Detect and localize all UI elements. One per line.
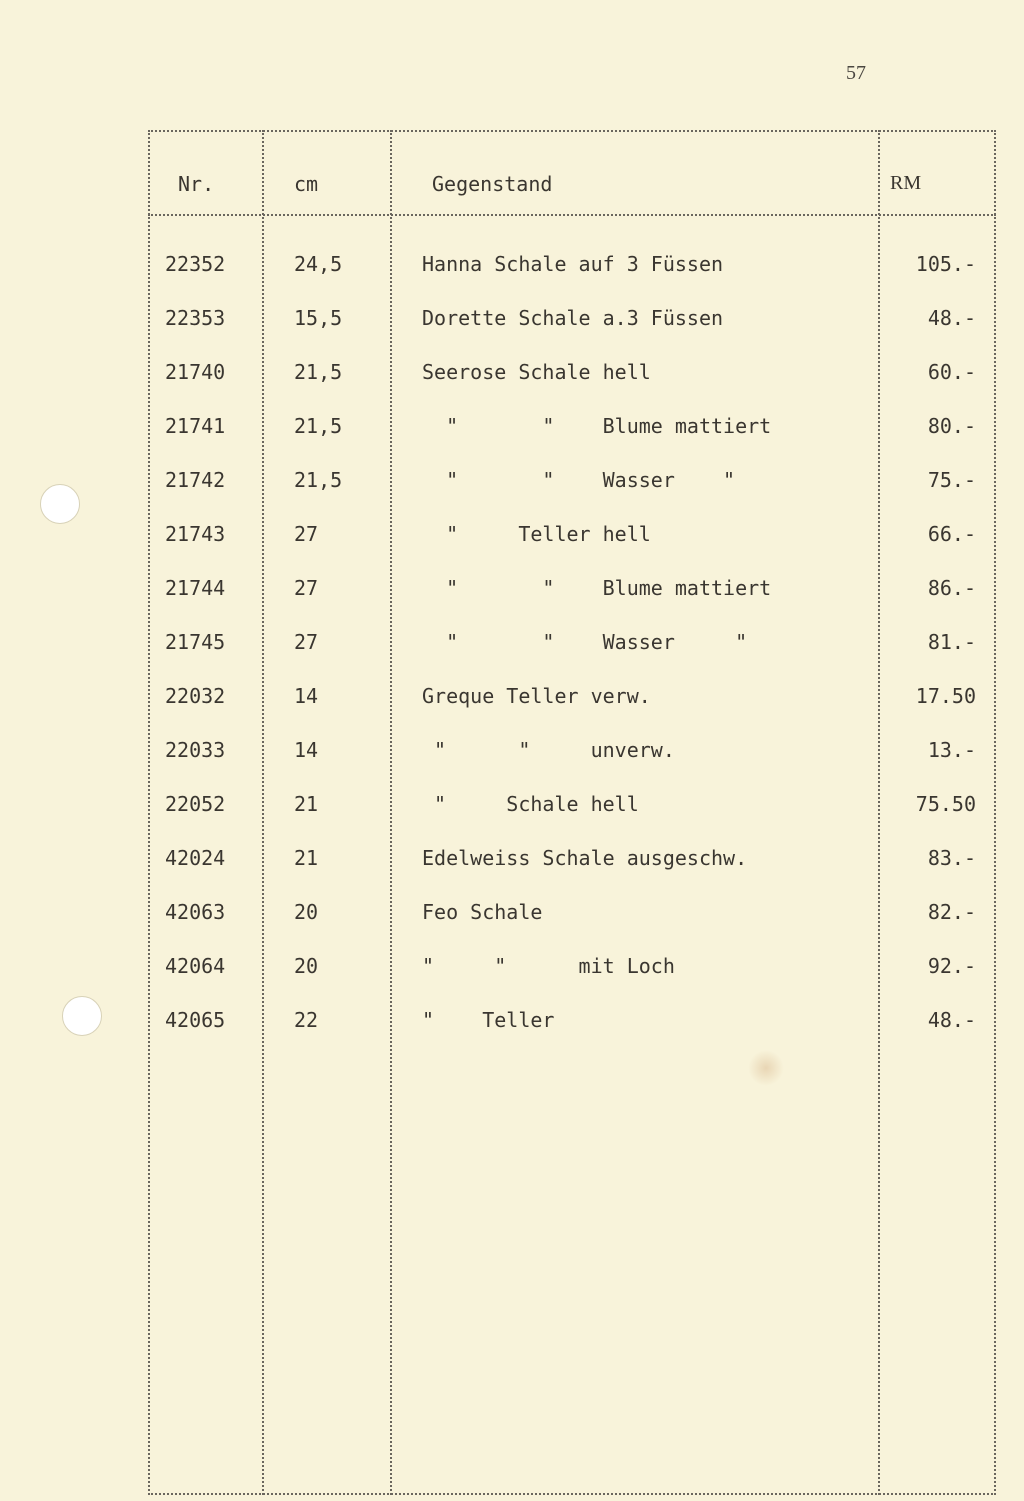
page-number: 57 xyxy=(846,62,866,84)
item-number: 21742 xyxy=(165,468,226,492)
table-row xyxy=(0,900,1024,954)
table-row xyxy=(0,522,1024,576)
item-number: 21744 xyxy=(165,576,226,600)
item-price: 92.- xyxy=(927,954,976,978)
item-size: 15,5 xyxy=(294,306,343,330)
item-description: Edelweiss Schale ausgeschw. xyxy=(422,846,748,870)
item-size: 27 xyxy=(294,522,319,546)
table-row xyxy=(0,360,1024,414)
item-description: Hanna Schale auf 3 Füssen xyxy=(422,252,724,276)
item-description: " " unverw. xyxy=(422,738,675,762)
item-price: 17.50 xyxy=(915,684,976,708)
item-description: Greque Teller verw. xyxy=(422,684,651,708)
item-size: 20 xyxy=(294,900,319,924)
item-size: 24,5 xyxy=(294,252,343,276)
item-size: 20 xyxy=(294,954,319,978)
item-number: 22032 xyxy=(165,684,226,708)
item-description: Seerose Schale hell xyxy=(422,360,651,384)
item-size: 27 xyxy=(294,630,319,654)
item-description: " Schale hell xyxy=(422,792,639,816)
item-number: 22353 xyxy=(165,306,226,330)
table-row xyxy=(0,252,1024,306)
item-price: 75.50 xyxy=(915,792,976,816)
table-row xyxy=(0,954,1024,1008)
item-price: 13.- xyxy=(927,738,976,762)
item-price: 75.- xyxy=(927,468,976,492)
item-size: 21 xyxy=(294,846,319,870)
table-row xyxy=(0,576,1024,630)
item-description: " Teller xyxy=(422,1008,555,1032)
item-description: " Teller hell xyxy=(422,522,651,546)
item-size: 22 xyxy=(294,1008,319,1032)
item-price: 80.- xyxy=(927,414,976,438)
item-size: 14 xyxy=(294,684,319,708)
item-price: 66.- xyxy=(927,522,976,546)
item-description: " " Blume mattiert xyxy=(422,576,772,600)
item-size: 21,5 xyxy=(294,468,343,492)
header-divider xyxy=(148,214,996,216)
table-row xyxy=(0,684,1024,738)
item-number: 42024 xyxy=(165,846,226,870)
item-number: 22352 xyxy=(165,252,226,276)
item-number: 21745 xyxy=(165,630,226,654)
item-number: 22052 xyxy=(165,792,226,816)
table-row xyxy=(0,792,1024,846)
item-price: 86.- xyxy=(927,576,976,600)
item-size: 27 xyxy=(294,576,319,600)
item-price: 105.- xyxy=(915,252,976,276)
item-size: 21 xyxy=(294,792,319,816)
item-number: 21741 xyxy=(165,414,226,438)
item-size: 21,5 xyxy=(294,414,343,438)
table-row xyxy=(0,1008,1024,1062)
item-number: 21740 xyxy=(165,360,226,384)
table-row xyxy=(0,414,1024,468)
item-price: 60.- xyxy=(927,360,976,384)
header-nr: Nr. xyxy=(178,172,215,196)
header-rm: RM xyxy=(890,172,922,194)
item-size: 14 xyxy=(294,738,319,762)
item-description: " " mit Loch xyxy=(422,954,675,978)
item-number: 22033 xyxy=(165,738,226,762)
item-number: 21743 xyxy=(165,522,226,546)
item-number: 42064 xyxy=(165,954,226,978)
item-number: 42063 xyxy=(165,900,226,924)
table-row xyxy=(0,738,1024,792)
item-description: Dorette Schale a.3 Füssen xyxy=(422,306,724,330)
item-description: " " Blume mattiert xyxy=(422,414,772,438)
item-price: 81.- xyxy=(927,630,976,654)
item-description: " " Wasser " xyxy=(422,630,748,654)
item-size: 21,5 xyxy=(294,360,343,384)
header-gegenstand: Gegenstand xyxy=(432,172,553,196)
table-row xyxy=(0,306,1024,360)
item-price: 82.- xyxy=(927,900,976,924)
item-description: Feo Schale xyxy=(422,900,543,924)
item-description: " " Wasser " xyxy=(422,468,736,492)
table-row xyxy=(0,468,1024,522)
item-number: 42065 xyxy=(165,1008,226,1032)
header-cm: cm xyxy=(294,172,319,196)
item-price: 83.- xyxy=(927,846,976,870)
item-price: 48.- xyxy=(927,1008,976,1032)
item-price: 48.- xyxy=(927,306,976,330)
table-row xyxy=(0,846,1024,900)
table-row xyxy=(0,630,1024,684)
